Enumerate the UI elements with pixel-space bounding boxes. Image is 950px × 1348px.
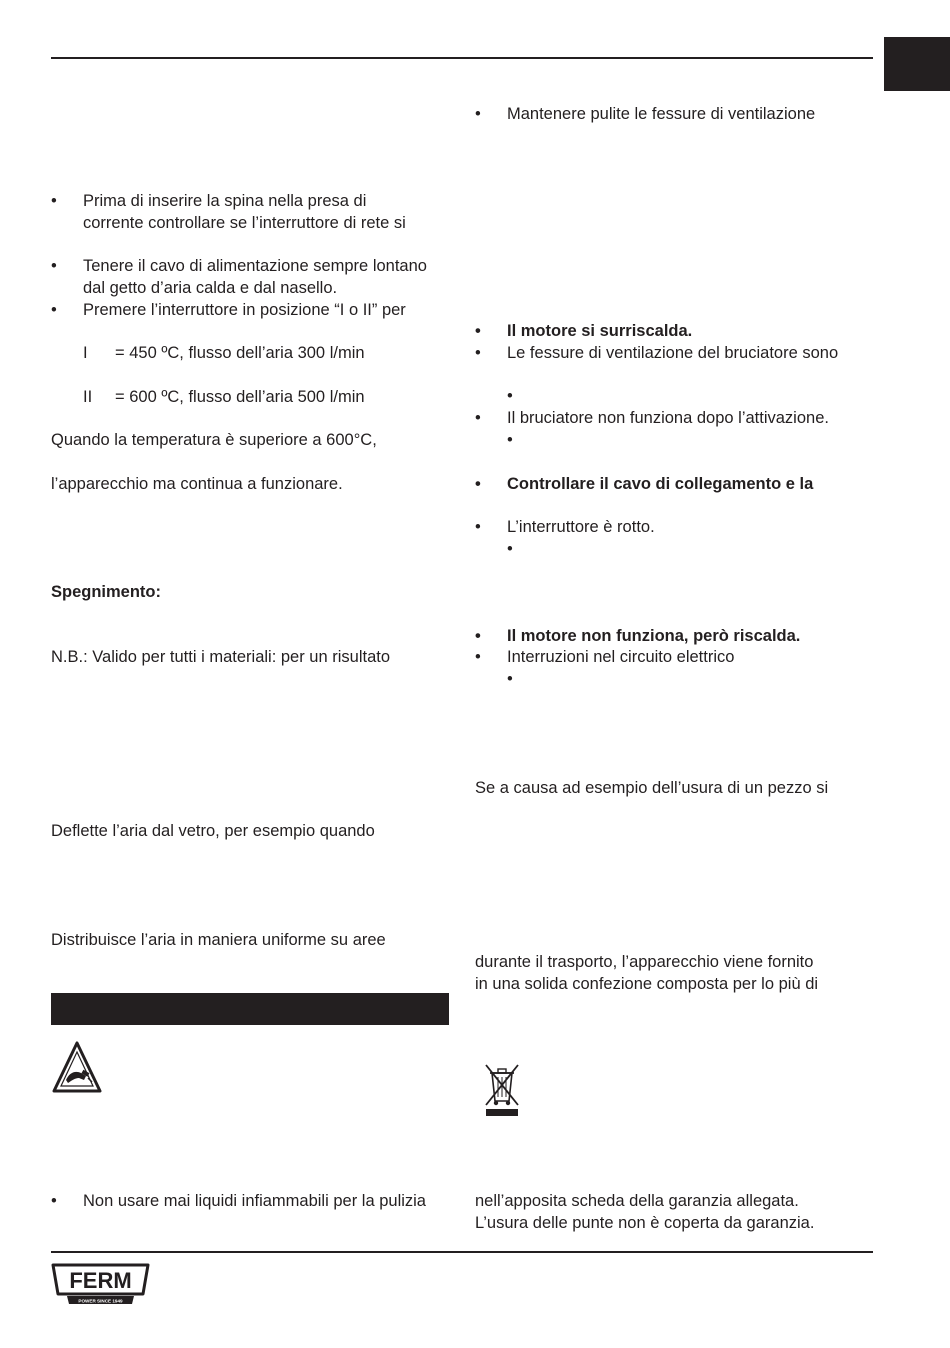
bullet: • <box>475 518 481 536</box>
bullet: • <box>51 192 57 210</box>
section-heading: Spegnimento: <box>51 583 161 601</box>
text-line: Distribuisce l’aria in maniera uniforme su aree <box>51 931 386 949</box>
language-tab <box>884 37 950 91</box>
bullet: • <box>475 344 481 362</box>
text-line: Deflette l’aria dal vetro, per esempio quando <box>51 822 375 840</box>
fault-cause: Le fessure di ventilazione del bruciatore sono <box>507 344 839 362</box>
bullet: • <box>51 257 57 275</box>
bullet: • <box>475 322 481 340</box>
fault-cause: Interruzioni nel circuito elettrico <box>507 648 735 666</box>
text-line: dal getto d’aria calda e dal nasello. <box>83 279 338 297</box>
bullet: • <box>475 627 481 645</box>
text-line: nell’apposita scheda della garanzia allegata. <box>475 1192 799 1210</box>
bullet: • <box>507 387 513 405</box>
crossed-bin-icon <box>483 1063 521 1117</box>
fault-remedy: Controllare il cavo di collegamento e la <box>507 475 814 493</box>
text-line: durante il trasporto, l’apparecchio viene fornito <box>475 953 814 971</box>
fault-title: Il motore non funziona, però riscalda. <box>507 627 801 645</box>
setting-value: = 600 ºC, flusso dell’aria 500 l/min <box>115 388 365 406</box>
text-line: corrente controllare se l’interruttore di rete si <box>83 214 406 232</box>
text-line: Mantenere pulite le fessure di ventilazione <box>507 105 816 123</box>
setting-key: II <box>83 388 93 406</box>
fault-title: Il motore si surriscalda. <box>507 322 693 340</box>
fault-cause: Il bruciatore non funziona dopo l’attivazione. <box>507 409 829 427</box>
bullet: • <box>507 670 513 688</box>
bullet: • <box>475 475 481 493</box>
text-line: N.B.: Valido per tutti i materiali: per un risultato <box>51 648 391 666</box>
logo-tagline: POWER SINCE 1949 <box>78 1298 123 1304</box>
top-rule <box>51 57 873 59</box>
ferm-logo <box>51 1263 150 1305</box>
text-line: Prima di inserire la spina nella presa di <box>83 192 367 210</box>
unplug-warning-icon <box>51 1040 103 1094</box>
section-header-bar <box>51 993 449 1025</box>
setting-value: = 450 ºC, flusso dell’aria 300 l/min <box>115 344 365 362</box>
bullet: • <box>51 1192 57 1210</box>
bullet: • <box>475 648 481 666</box>
text-line: Premere l’interruttore in posizione “I o II” per <box>83 301 406 319</box>
text-line: in una solida confezione composta per lo più di <box>475 975 819 993</box>
bullet: • <box>507 540 513 558</box>
bottom-rule <box>51 1251 873 1253</box>
text-line: L’usura delle punte non è coperta da garanzia. <box>475 1214 815 1232</box>
bullet: • <box>475 409 481 427</box>
setting-key: I <box>83 344 88 362</box>
logo-brand: FERM <box>69 1268 132 1293</box>
text-line: l’apparecchio ma continua a funzionare. <box>51 475 343 493</box>
fault-cause: L’interruttore è rotto. <box>507 518 655 536</box>
text-line: Non usare mai liquidi infiammabili per la pulizia <box>83 1192 426 1210</box>
text-line: Se a causa ad esempio dell’usura di un pezzo si <box>475 779 829 797</box>
text-line: Tenere il cavo di alimentazione sempre lontano <box>83 257 427 275</box>
bullet: • <box>507 431 513 449</box>
text-line: Quando la temperatura è superiore a 600°C, <box>51 431 377 449</box>
bullet: • <box>51 301 57 319</box>
bullet: • <box>475 105 481 123</box>
